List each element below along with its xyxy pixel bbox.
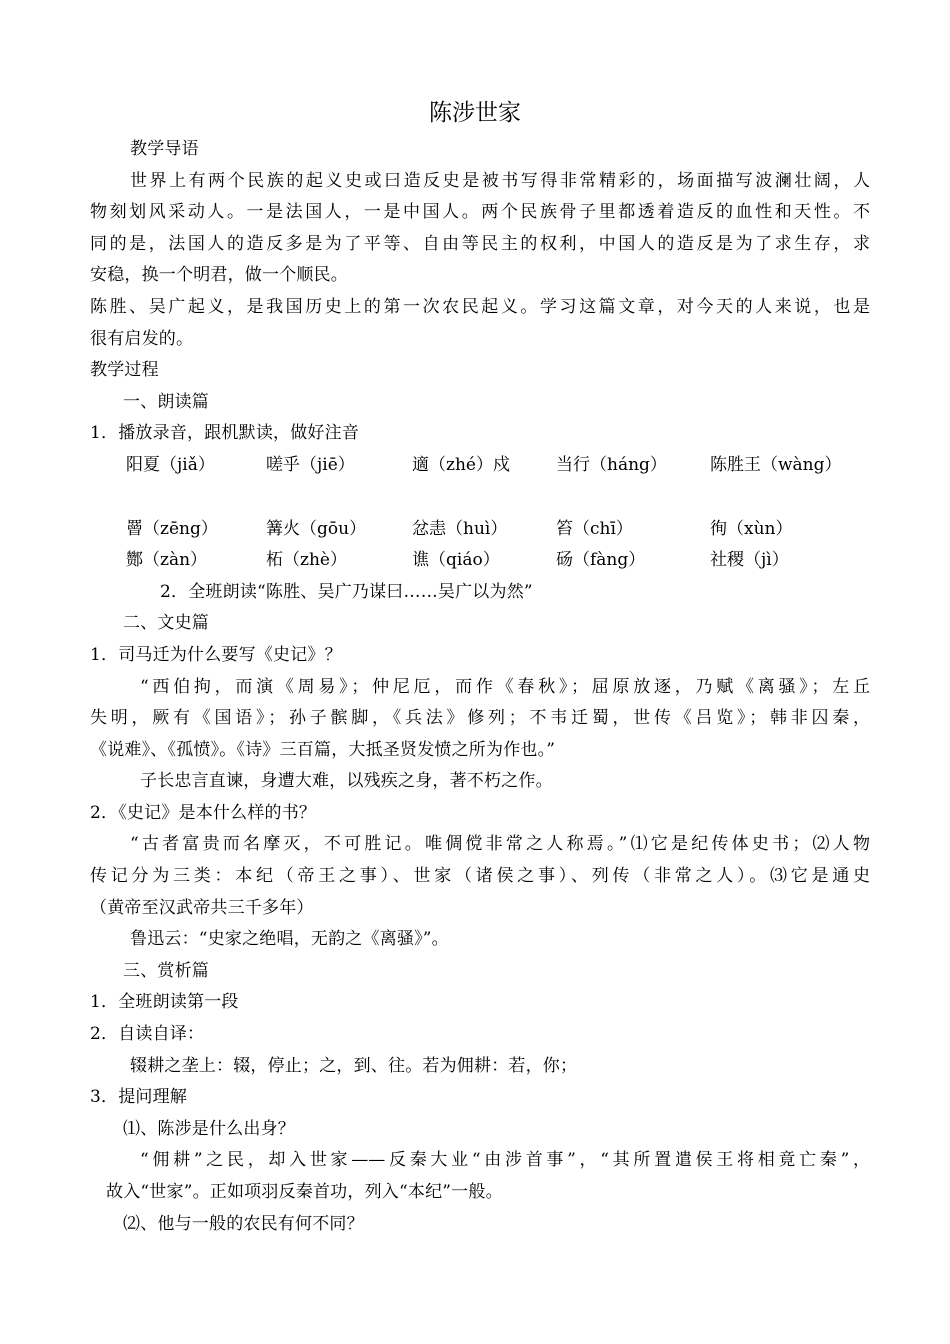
list-item: 3．提问理解 <box>90 1087 188 1108</box>
quote-line: “西伯拘，而演《周易》；仲尼厄，而作《春秋》；屈原放逐，乃赋《离骚》；左丘 <box>140 676 870 697</box>
list-item: 2．《史记》是本什么样的书？ <box>90 802 317 823</box>
list-item: 1．播放录音，跟机默读，做好注音 <box>90 423 360 444</box>
paragraph-line: 子长忠言直谏，身遭大难，以残疾之身，著不朽之作。 <box>140 771 553 792</box>
pinyin-row <box>90 514 870 546</box>
paragraph-line: 安稳，换一个明君，做一个顺民。 <box>90 265 348 286</box>
document-body <box>90 134 870 1240</box>
subsection-heading: 三、赏析篇 <box>123 960 209 981</box>
quote-line: 《说难》、《孤愤》。《诗》三百篇，大抵圣贤发愤之所为作也。” <box>90 739 556 760</box>
pinyin-item: 当行（háng） <box>556 454 667 475</box>
blank-line <box>90 482 870 514</box>
list-item: 1．全班朗读第一段 <box>90 992 239 1013</box>
pinyin-item: 罾（zēng） <box>126 518 218 539</box>
pinyin-item: 酂（zàn） <box>126 550 208 571</box>
paragraph-line: 鲁迅云：“史家之绝唱，无韵之《离骚》”。 <box>130 929 449 950</box>
pinyin-item: 忿恚（huì） <box>412 518 508 539</box>
subsection-heading: 一、朗读篇 <box>123 391 209 412</box>
pinyin-item: 谯（qiáo） <box>412 550 500 571</box>
section-heading-process: 教学过程 <box>90 360 159 381</box>
pinyin-item: 社稷（jì） <box>710 550 789 571</box>
paragraph-line: 很有启发的。 <box>90 328 194 349</box>
pinyin-item: 柘（zhè） <box>266 550 347 571</box>
paragraph-line: （黄帝至汉武帝共三千多年） <box>90 897 314 918</box>
pinyin-row <box>90 450 870 482</box>
pinyin-item: 笞（chī） <box>556 518 633 539</box>
paragraph-line: “佣耕”之民，却入世家——反秦大业“由涉首事”，“其所置遣侯王将相竟亡秦”， <box>140 1150 870 1171</box>
paragraph-line: 同的是，法国人的造反多是为了平等、自由等民主的权利，中国人的造反是为了求生存，求 <box>90 233 870 254</box>
pinyin-item: 徇（xùn） <box>710 518 793 539</box>
pinyin-item: 砀（fàng） <box>556 550 646 571</box>
subsection-heading: 二、文史篇 <box>123 613 209 634</box>
question-heading: ⑵、他与一般的农民有何不同？ <box>123 1213 364 1234</box>
paragraph-line: “古者富贵而名摩灭，不可胜记。唯倜傥非常之人称焉。”⑴它是纪传体史书；⑵人物 <box>130 834 870 855</box>
paragraph-line: 陈胜、吴广起义，是我国历史上的第一次农民起义。学习这篇文章，对今天的人来说，也是 <box>90 296 870 317</box>
pinyin-item: 陈胜王（wàng） <box>710 454 842 475</box>
list-item: 1．司马迁为什么要写《史记》？ <box>90 644 342 665</box>
paragraph-line: 故入“世家”。正如项羽反秦首功，列入“本纪”一般。 <box>106 1182 503 1202</box>
paragraph-line: 传记分为三类：本纪（帝王之事）、世家（诸侯之事）、列传（非常之人）。⑶它是通史 <box>90 866 870 887</box>
pinyin-item: 篝火（gōu） <box>266 518 367 539</box>
question-heading: ⑴、陈涉是什么出身？ <box>123 1118 295 1139</box>
list-item: 2．自读自译： <box>90 1024 205 1045</box>
paragraph-line: 物刻划风采动人。一是法国人，一是中国人。两个民族骨子里都透着造反的血性和天性。不 <box>90 202 870 223</box>
list-item: 2．全班朗读“陈胜、吴广乃谋曰……吴广以为然” <box>160 581 533 602</box>
pinyin-item: 阳夏（jiǎ） <box>126 454 215 475</box>
pinyin-item: 適（zhé）戍 <box>412 454 510 475</box>
section-heading-intro: 教学导语 <box>130 139 199 159</box>
document-title: 陈涉世家 <box>429 100 521 126</box>
paragraph-line: 世界上有两个民族的起义史或曰造反史是被书写得非常精彩的，场面描写波澜壮阔，人 <box>130 170 870 191</box>
pinyin-row <box>90 545 870 577</box>
quote-line: 失明，厥有《国语》；孙子髌脚，《兵法》修列；不韦迁蜀，世传《吕览》；韩非囚秦， <box>90 708 870 729</box>
pinyin-item: 嗟乎（jiē） <box>266 454 355 475</box>
paragraph-line: 辍耕之垄上：辍，停止；之，到、往。若为佣耕：若，你； <box>130 1055 578 1076</box>
